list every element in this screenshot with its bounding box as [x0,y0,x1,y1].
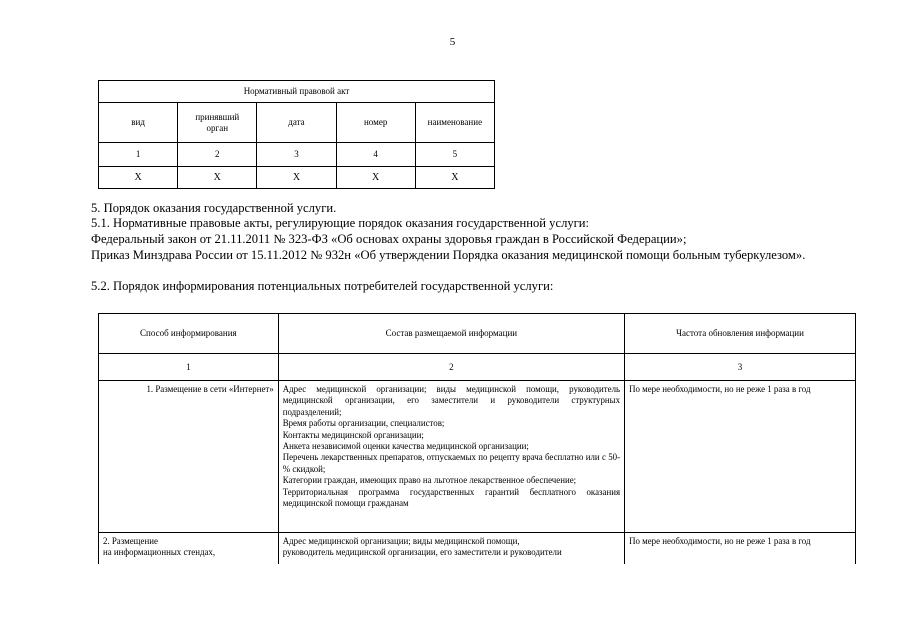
section-5-heading: 5. Порядок оказания государственной услуги. [91,201,337,215]
list-item: Территориальная программа государственных гарантий бесплатного оказания медицинской помощи гражданам [282,486,621,509]
informing-method [99,533,279,565]
update-frequency: По мере необходимости, но не реже 1 раза в год [625,381,856,533]
column-header-date: дата [257,103,336,143]
table-cell: Х [336,167,415,189]
table-cell: Х [415,167,494,189]
column-number: 3 [625,354,856,381]
page-number: 5 [449,36,456,48]
table-cell: Х [257,167,336,189]
column-number: 1 [99,354,279,381]
column-number: 5 [415,143,494,167]
method-line: 2. Размещение [103,536,158,546]
list-item: Категории граждан, имеющих право на льготное лекарственное обеспечение; [282,475,577,486]
section-5-2-heading: 5.2. Порядок информирования потенциальных потребителей государственной услуги: [91,279,554,293]
column-number: 4 [336,143,415,167]
table-row [99,381,856,533]
list-item: Перечень лекарственных препаратов, отпускаемых по рецепту врача бесплатно или с 50-% скидкой; [282,452,621,474]
update-frequency: По мере необходимости, но не реже 1 раза в год [625,533,856,565]
information-content [278,533,624,565]
column-header-issuer-text: принявший орган [195,111,240,133]
legal-act-table-title: Нормативный правовой акт [99,81,495,103]
ministry-order-reference: Приказ Минздрава России от 15.11.2012 № 932н «Об утверждении Порядка оказания медицинской помощи больным туберкулезом». [91,248,806,262]
section-5-1-heading: 5.1. Нормативные правовые акты, регулирующие порядок оказания государственной услуги: [91,216,590,230]
federal-law-reference: Федеральный закон от 21.11.2011 № 323-ФЗ «Об основах охраны здоровья граждан в Российской Федерации»; [91,232,687,246]
legal-act-table [98,80,495,189]
table-cell: Х [99,167,178,189]
informing-method: 1. Размещение в сети «Интернет» [99,381,279,533]
content-line: руководитель медицинской организации, его заместители и руководители [282,547,562,558]
list-item: Время работы организации, специалистов; [282,418,445,429]
column-header-content: Состав размещаемой информации [278,314,624,354]
list-item: Адрес медицинской организации; виды медицинской помощи, руководитель медицинской организации, его заместители и руководители структурных подразделений; [282,384,621,417]
column-header-method: Способ информирования [99,314,279,354]
informing-methods-table [98,313,856,564]
method-line: на информационных стендах, [103,547,216,558]
column-number: 3 [257,143,336,167]
list-item: Анкета независимой оценки качества медицинской организации; [282,441,529,452]
column-number: 1 [99,143,178,167]
column-header-number: номер [336,103,415,143]
table-cell: Х [178,167,257,189]
column-number: 2 [278,354,624,381]
column-header-frequency: Частота обновления информации [625,314,856,354]
column-header-issuer [178,103,257,143]
column-header-title: наименование [415,103,494,143]
column-number: 2 [178,143,257,167]
column-header-type: вид [99,103,178,143]
list-item: Контакты медицинской организации; [282,429,424,440]
content-line: Адрес медицинской организации; виды медицинской помощи, [282,536,520,546]
table-row [99,533,856,565]
information-content [278,381,624,533]
